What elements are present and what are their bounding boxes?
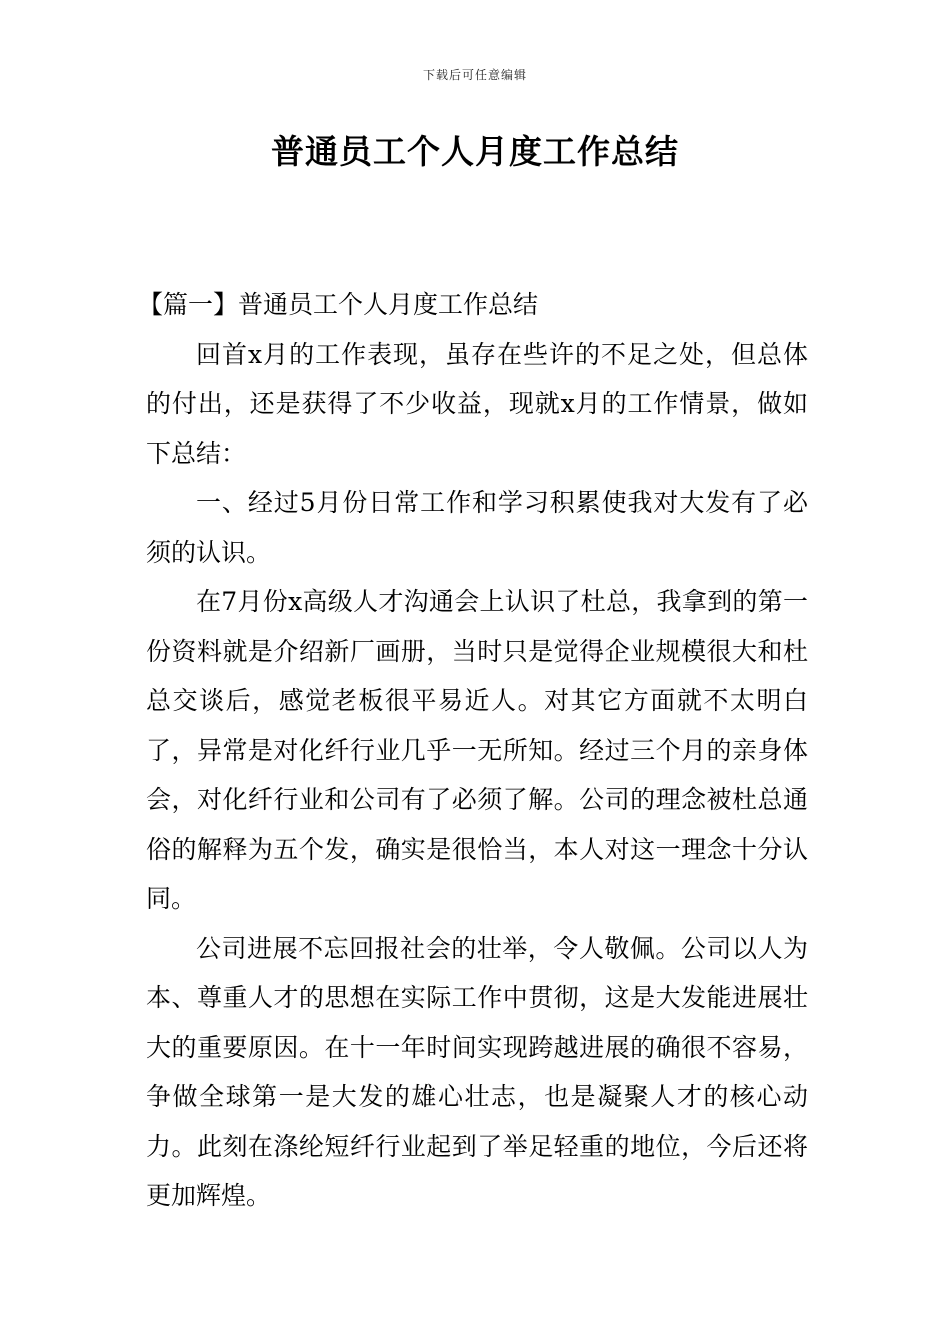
section-heading: 【篇一】普通员工个人月度工作总结	[138, 290, 539, 319]
document-body	[138, 280, 808, 1221]
header-note: 下载后可任意编辑	[422, 68, 527, 82]
paragraph-point-one: 一、经过5月份日常工作和学习积累使我对大发有了必须的认识。	[146, 488, 808, 567]
page-title: 普通员工个人月度工作总结	[271, 132, 679, 171]
paragraph-intro: 回首x月的工作表现，虽存在些许的不足之处，但总体的付出，还是获得了不少收益，现就x月的工作情景，做如下总结：	[146, 339, 808, 468]
paragraph-company: 公司进展不忘回报社会的壮举，令人敬佩。公司以人为本、尊重人才的思想在实际工作中贯彻，这是大发能进展壮大的重要原因。在十一年时间实现跨越进展的确很不容易，争做全球第一是大发的雄心壮志，也是凝聚人才的核心动力。此刻在涤纶短纤行业起到了举足轻重的地位，今后还将更加辉煌。	[146, 933, 808, 1210]
paragraph-meeting: 在7月份x高级人才沟通会上认识了杜总，我拿到的第一份资料就是介绍新厂画册，当时只是觉得企业规模很大和杜总交谈后，感觉老板很平易近人。对其它方面就不太明白了，异常是对化纤行业几乎一无所知。经过三个月的亲身体会，对化纤行业和公司有了必须了解。公司的理念被杜总通俗的解释为五个发，确实是很恰当，本人对这一理念十分认同。	[146, 587, 808, 913]
